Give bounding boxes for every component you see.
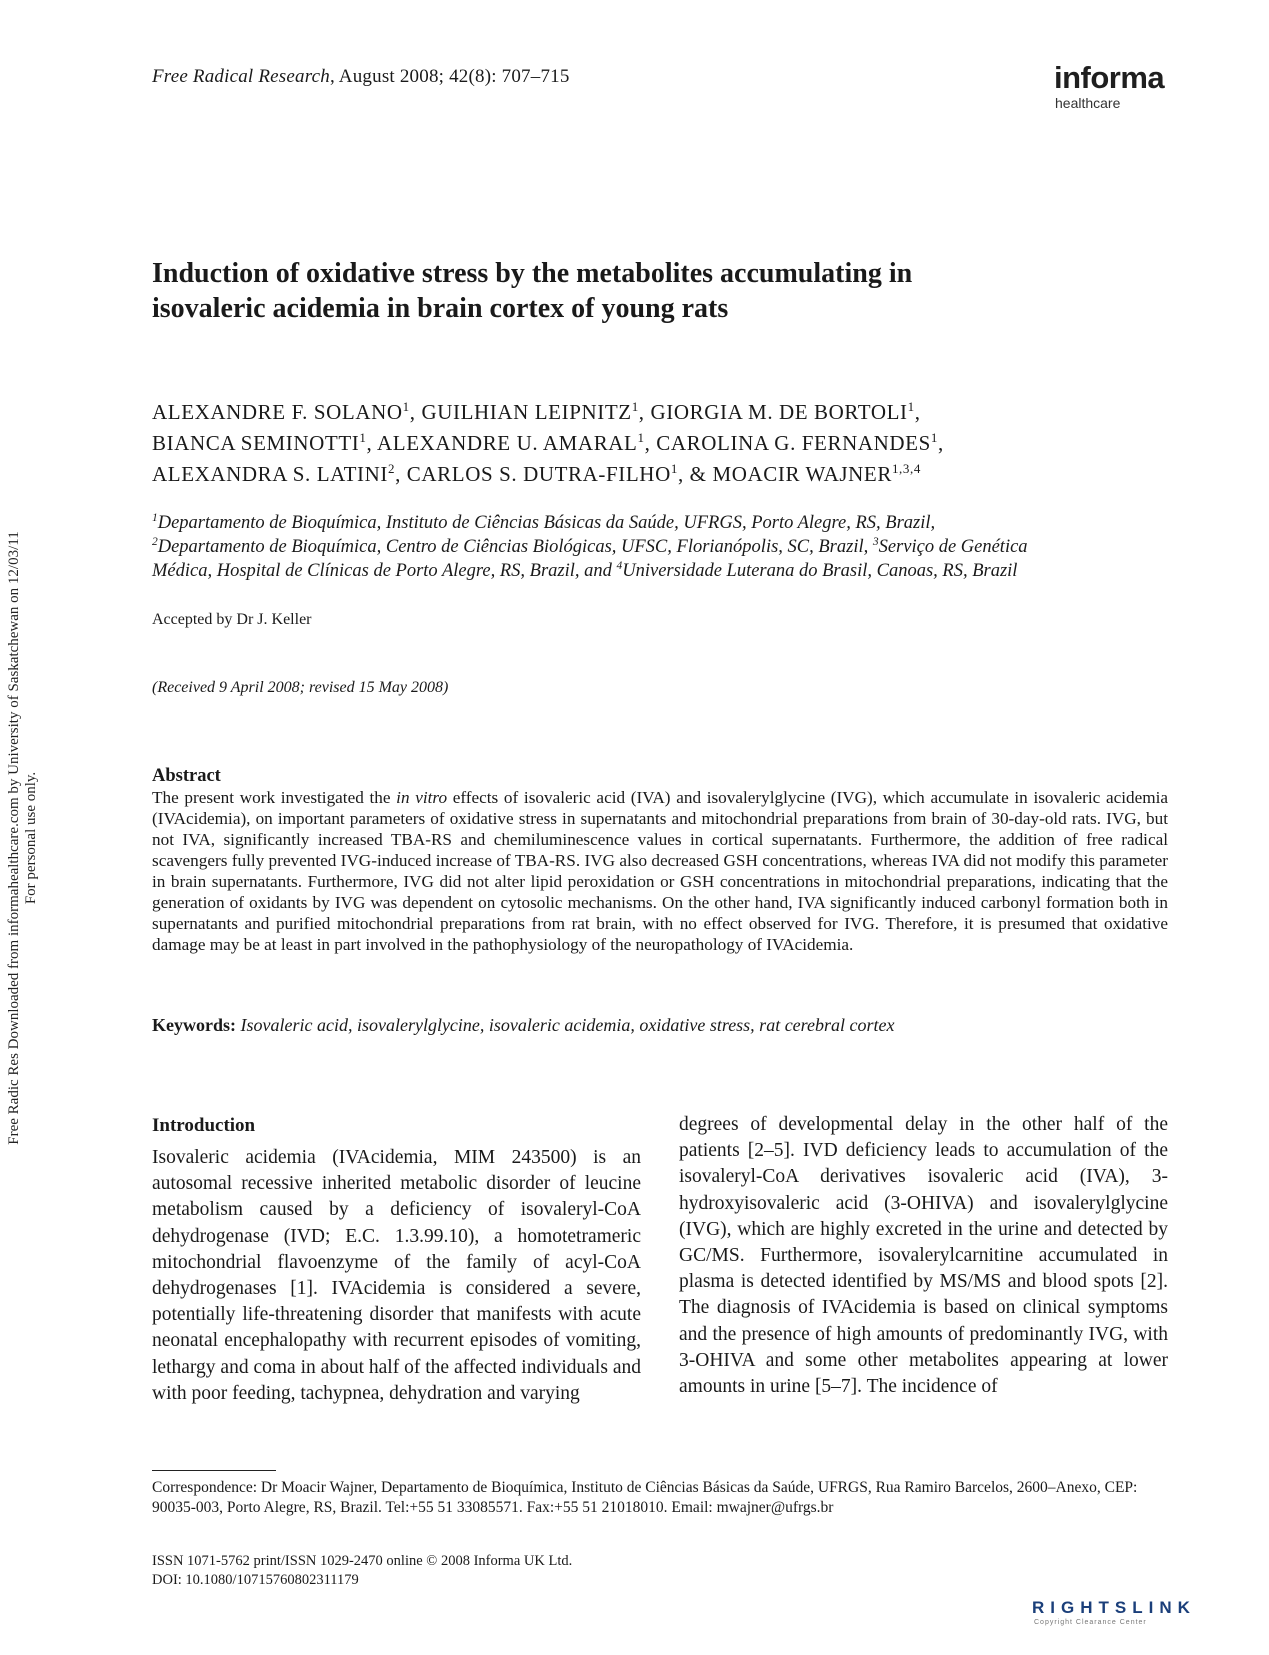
author: , GIORGIA M. DE BORTOLI: [638, 400, 908, 424]
received-dates: (Received 9 April 2008; revised 15 May 2008): [152, 679, 449, 696]
author-sep: ,: [914, 400, 921, 424]
author: ALEXANDRE F. SOLANO: [152, 400, 403, 424]
doi-line: DOI: 10.1080/10715760802311179: [152, 1572, 359, 1588]
affil-text: Universidade Luterana do Brasil, Canoas, RS, Brazil: [622, 561, 1018, 581]
author-sup: 1: [359, 430, 367, 445]
author: , & MOACIR WAJNER: [677, 462, 892, 486]
author: , CARLOS S. DUTRA-FILHO: [395, 462, 671, 486]
keywords-label: Keywords:: [152, 1015, 236, 1035]
affil-text: Serviço de Genética: [878, 537, 1028, 557]
author: BIANCA SEMINOTTI: [152, 431, 360, 455]
abstract-lead: The present work investigated the: [152, 788, 397, 807]
affil-sup: 4: [616, 559, 623, 572]
affil-sup: 3: [872, 535, 879, 548]
keywords: [152, 1015, 1168, 1036]
rightslink-name: RIGHTSLINK: [1032, 1598, 1196, 1617]
journal-citation: [152, 66, 570, 88]
issn-line: ISSN 1071-5762 print/ISSN 1029-2470 online © 2008 Informa UK Ltd.: [152, 1553, 573, 1569]
abstract-in-vitro: in vitro: [396, 788, 448, 807]
correspondence: Correspondence: Dr Moacir Wajner, Departamento de Bioquímica, Instituto de Ciências Básicas da Saúde, UFRGS, Rua Ramiro Barcelos, 2600–Anexo, CEP: 90035-003, Porto Alegre, RS, Brazil. Tel:+55 51 33085571. Fax:+55 51 21018010. Email: mwajner@ufrgs.br: [152, 1479, 1138, 1516]
intro-right-column: degrees of developmental delay in the other half of the patients [2–5]. IVD deficiency leads to accumulation of the isovaleryl-CoA derivatives isovaleric acid (IVA), 3-hydroxyisovaleric acid (3-OHIVA) and isovalerylglycine (IVG), which are highly excreted in the urine and detected by GC/MS. Furthermore, isovalerylcarnitine accumulated in plasma is detected identified by MS/MS and blood spots [2]. The diagnosis of IVAcidemia is based on clinical symptoms and the presence of high amounts of predominantly IVG, with 3-OHIVA and some other metabolites appearing at lower amounts in urine [5–7]. The incidence of: [679, 1114, 1168, 1398]
affil-line-3: [152, 559, 1172, 583]
logo-sub: healthcare: [1055, 95, 1121, 111]
journal-name: Free Radical Research: [152, 66, 330, 87]
author-sup: 1: [930, 430, 938, 445]
author-list: [152, 397, 1172, 490]
author-sup: 1,3,4: [891, 461, 921, 476]
affiliations: [152, 511, 1172, 583]
author-sep: ,: [937, 431, 944, 455]
author: , ALEXANDRE U. AMARAL: [366, 431, 638, 455]
affil-text: Departamento de Bioquímica, Instituto de Ciências Básicas da Saúde, UFRGS, Porto Alegre, RS, Brazil,: [157, 513, 936, 533]
keywords-text: Isovaleric acid, isovalerylglycine, isovaleric acidemia, oxidative stress, rat cerebral cortex: [240, 1015, 895, 1035]
authors-line-1: [152, 397, 1172, 428]
rightslink-logo: [1032, 1598, 1196, 1626]
side-note-line-2: For personal use only.: [23, 771, 39, 905]
author: , GUILHIAN LEIPNITZ: [409, 400, 632, 424]
affil-text: Médica, Hospital de Clínicas de Porto Alegre, RS, Brazil, and: [152, 561, 612, 581]
affil-sup: 1: [152, 511, 158, 524]
intro-left-column: Isovaleric acidemia (IVAcidemia, MIM 243500) is an autosomal recessive inherited metabolic disorder of leucine metabolism caused by a deficiency of isovaleryl-CoA dehydrogenase (IVD; E.C. 1.3.99.10), a homotetrameric mitochondrial flavoenzyme of the family of acyl-CoA dehydrogenases [1]. IVAcidemia is considered a severe, potentially life-threatening disorder that manifests with acute neonatal encephalopathy with recurrent episodes of vomiting, lethargy and coma in about half of the affected individuals and with poor feeding, tachypnea, dehydration and varying: [152, 1147, 641, 1404]
affil-line-2: [152, 535, 1172, 559]
author: ALEXANDRA S. LATINI: [152, 462, 388, 486]
footnote-divider: [152, 1470, 276, 1471]
authors-line-3: [152, 459, 1172, 490]
introduction-heading: Introduction: [152, 1115, 256, 1136]
author-sup: 2: [387, 461, 396, 476]
author-sup: 1: [637, 430, 645, 445]
abstract-text: [152, 787, 1168, 955]
affil-line-1: [152, 511, 1172, 535]
journal-issue: , August 2008; 42(8): 707–715: [329, 66, 570, 87]
affil-text: Departamento de Bioquímica, Centro de Ciências Biológicas, UFSC, Florianópolis, SC, Brazil,: [157, 537, 869, 557]
affil-sup: 2: [152, 535, 158, 548]
title-line-2: isovaleric acidemia in brain cortex of young rats: [152, 293, 729, 324]
abstract-body: effects of isovaleric acid (IVA) and isovalerylglycine (IVG), which accumulate in isovaleric acidemia (IVAcidemia), on important parameters of oxidative stress in supernatants and mitochondrial preparations from brain of 30-day-old rats. IVG, but not IVA, significantly increased TBA-RS and chemiluminescence values in cortical supernatants. Furthermore, the addition of free radical scavengers fully prevented IVG-induced increase of TBA-RS. IVG also decreased GSH concentrations, whereas IVA did not modify this parameter in brain supernatants. Furthermore, IVG did not alter lipid peroxidation or GSH concentrations in mitochondrial preparations, indicating that the generation of oxidants by IVG was dependent on cytosolic mechanisms. On the other hand, IVA significantly induced carbonyl formation both in supernatants and purified mitochondrial preparations from rat brain, with no effect observed for IVG. Therefore, it is presumed that oxidative damage may be at least in part involved in the pathophysiology of the neuropathology of IVAcidemia.: [152, 788, 1168, 954]
paper-title: [152, 256, 1152, 326]
rightslink-sub: Copyright Clearance Center: [1034, 1619, 1147, 1626]
author-sup: 1: [907, 399, 915, 414]
author-sup: 1: [631, 399, 639, 414]
logo-name: informa: [1054, 60, 1165, 95]
author: , CAROLINA G. FERNANDES: [644, 431, 931, 455]
title-line-1: Induction of oxidative stress by the metabolites accumulating in: [152, 258, 913, 289]
authors-line-2: [152, 428, 1172, 459]
author-sup: 1: [402, 399, 410, 414]
download-side-note: [6, 493, 40, 1183]
informa-logo: [1054, 62, 1164, 111]
author-sup: 1: [670, 461, 678, 476]
accepted-by: Accepted by Dr J. Keller: [152, 611, 312, 628]
abstract-heading: Abstract: [152, 766, 221, 786]
side-note-line-1: Free Radic Res Downloaded from informahealthcare.com by University of Saskatchewan on 12/03/11: [6, 531, 22, 1145]
issn-block: [152, 1552, 572, 1590]
